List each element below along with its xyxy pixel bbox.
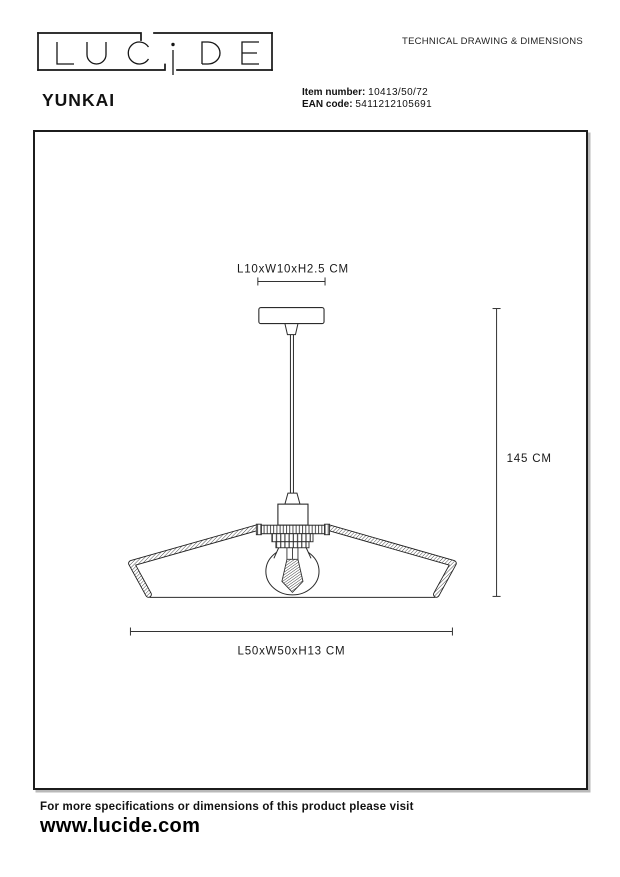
socket-assembly	[278, 493, 308, 525]
shade-dimension-label: L50xW50xH13 CM	[237, 645, 346, 658]
item-number-row	[302, 87, 432, 99]
product-name: YUNKAI	[42, 90, 116, 110]
canopy-dimension-label: L10xW10xH2.5 CM	[237, 263, 349, 276]
document-title: TECHNICAL DRAWING & DIMENSIONS	[402, 36, 583, 47]
website-url: www.lucide.com	[40, 815, 201, 837]
ean-value: 5411212105691	[355, 98, 433, 110]
light-bulb	[266, 547, 319, 595]
technical-drawing	[35, 132, 586, 788]
item-number-label: Item number:	[302, 87, 366, 98]
footer	[40, 801, 580, 838]
item-number-value: 10413/50/72	[368, 87, 429, 98]
suspension-cable	[290, 335, 293, 493]
product-codes	[302, 87, 432, 110]
lucide-logo	[37, 31, 274, 79]
footer-note: For more specifications or dimensions of this product please visit	[40, 801, 414, 813]
ean-label: EAN code:	[302, 98, 353, 110]
height-dimension	[493, 309, 552, 597]
lamp-holder	[256, 524, 329, 548]
drawing-frame	[33, 130, 588, 790]
ean-row	[302, 99, 432, 111]
canopy-dimension	[237, 263, 349, 285]
shade-dimension	[130, 628, 452, 658]
height-dimension-label: 145 CM	[506, 453, 552, 466]
ceiling-canopy	[259, 308, 324, 335]
